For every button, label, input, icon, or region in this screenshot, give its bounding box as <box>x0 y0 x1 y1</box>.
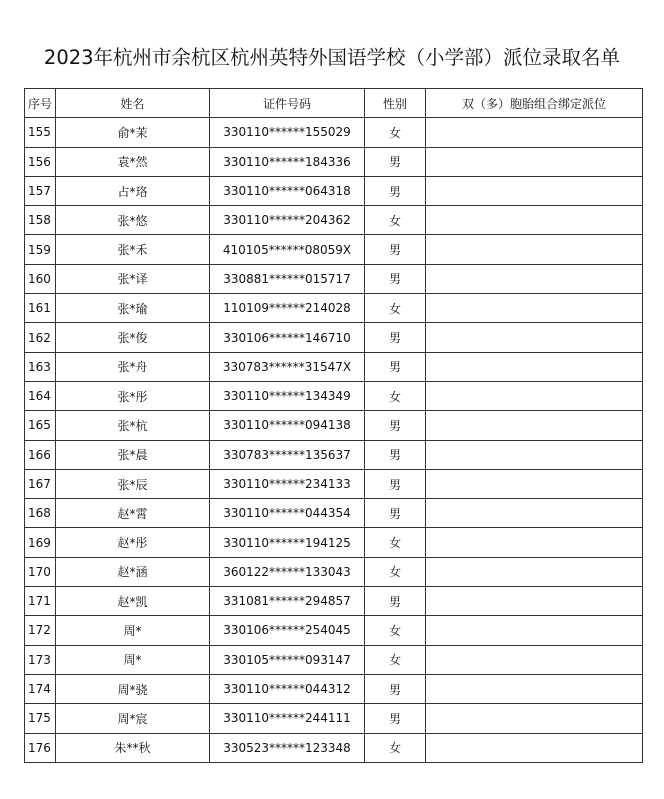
table-row <box>25 645 643 674</box>
cell-name: 张*禾 <box>56 235 210 264</box>
cell-id: 330110******064318 <box>210 176 365 205</box>
cell-id: 330110******194125 <box>210 528 365 557</box>
cell-name: 张*译 <box>56 264 210 293</box>
cell-gender: 男 <box>365 323 426 352</box>
table-row <box>25 557 643 586</box>
cell-gender: 女 <box>365 206 426 235</box>
table-row <box>25 733 643 762</box>
header-id: 证件号码 <box>210 89 365 118</box>
cell-gender: 男 <box>365 469 426 498</box>
cell-id: 330881******015717 <box>210 264 365 293</box>
cell-name: 张*晨 <box>56 440 210 469</box>
cell-name: 张*辰 <box>56 469 210 498</box>
cell-seq: 169 <box>25 528 56 557</box>
cell-twins <box>426 294 643 323</box>
cell-gender: 男 <box>365 704 426 733</box>
cell-twins <box>426 264 643 293</box>
cell-id: 330110******244111 <box>210 704 365 733</box>
cell-seq: 157 <box>25 176 56 205</box>
cell-seq: 156 <box>25 147 56 176</box>
cell-id: 330106******254045 <box>210 616 365 645</box>
cell-twins <box>426 674 643 703</box>
header-seq: 序号 <box>25 89 56 118</box>
cell-twins <box>426 323 643 352</box>
header-twins: 双（多）胞胎组合绑定派位 <box>426 89 643 118</box>
cell-id: 360122******133043 <box>210 557 365 586</box>
cell-twins <box>426 528 643 557</box>
cell-seq: 161 <box>25 294 56 323</box>
cell-name: 周* <box>56 645 210 674</box>
cell-gender: 男 <box>365 176 426 205</box>
cell-name: 周*骁 <box>56 674 210 703</box>
table-row <box>25 528 643 557</box>
cell-seq: 170 <box>25 557 56 586</box>
table-row <box>25 499 643 528</box>
table-row <box>25 294 643 323</box>
cell-seq: 155 <box>25 118 56 147</box>
cell-name: 袁*然 <box>56 147 210 176</box>
cell-seq: 159 <box>25 235 56 264</box>
cell-id: 330110******094138 <box>210 411 365 440</box>
cell-name: 张*杭 <box>56 411 210 440</box>
cell-twins <box>426 499 643 528</box>
cell-id: 330110******155029 <box>210 118 365 147</box>
cell-seq: 164 <box>25 381 56 410</box>
cell-id: 330106******146710 <box>210 323 365 352</box>
table-row <box>25 323 643 352</box>
table-row <box>25 616 643 645</box>
cell-name: 俞*茉 <box>56 118 210 147</box>
cell-gender: 男 <box>365 674 426 703</box>
cell-name: 赵*霄 <box>56 499 210 528</box>
cell-gender: 女 <box>365 616 426 645</box>
cell-twins <box>426 176 643 205</box>
cell-gender: 男 <box>365 235 426 264</box>
cell-name: 张*瑜 <box>56 294 210 323</box>
cell-twins <box>426 645 643 674</box>
admission-table <box>24 88 643 763</box>
cell-twins <box>426 616 643 645</box>
cell-id: 330110******234133 <box>210 469 365 498</box>
cell-seq: 172 <box>25 616 56 645</box>
cell-gender: 女 <box>365 733 426 762</box>
cell-twins <box>426 206 643 235</box>
cell-name: 张*彤 <box>56 381 210 410</box>
cell-seq: 167 <box>25 469 56 498</box>
table-row <box>25 381 643 410</box>
table-header-row <box>25 89 643 118</box>
cell-id: 330110******044354 <box>210 499 365 528</box>
cell-gender: 女 <box>365 294 426 323</box>
cell-twins <box>426 147 643 176</box>
cell-id: 330110******184336 <box>210 147 365 176</box>
cell-name: 赵*涵 <box>56 557 210 586</box>
cell-gender: 男 <box>365 587 426 616</box>
table-row <box>25 176 643 205</box>
cell-gender: 男 <box>365 352 426 381</box>
cell-name: 占*珞 <box>56 176 210 205</box>
cell-id: 410105******08059X <box>210 235 365 264</box>
cell-name: 周*宸 <box>56 704 210 733</box>
cell-twins <box>426 411 643 440</box>
cell-seq: 166 <box>25 440 56 469</box>
cell-twins <box>426 118 643 147</box>
table-row <box>25 147 643 176</box>
cell-seq: 168 <box>25 499 56 528</box>
cell-name: 周* <box>56 616 210 645</box>
cell-twins <box>426 704 643 733</box>
table-row <box>25 411 643 440</box>
table-row <box>25 674 643 703</box>
cell-id: 330110******044312 <box>210 674 365 703</box>
table-row <box>25 264 643 293</box>
cell-seq: 176 <box>25 733 56 762</box>
cell-seq: 162 <box>25 323 56 352</box>
cell-twins <box>426 733 643 762</box>
table-row <box>25 352 643 381</box>
cell-name: 张*舟 <box>56 352 210 381</box>
cell-gender: 男 <box>365 147 426 176</box>
table-row <box>25 206 643 235</box>
cell-twins <box>426 440 643 469</box>
cell-gender: 男 <box>365 264 426 293</box>
cell-gender: 男 <box>365 440 426 469</box>
cell-gender: 女 <box>365 381 426 410</box>
table-row <box>25 235 643 264</box>
cell-name: 张*俊 <box>56 323 210 352</box>
cell-seq: 173 <box>25 645 56 674</box>
cell-id: 330783******135637 <box>210 440 365 469</box>
cell-name: 朱**秋 <box>56 733 210 762</box>
table-row <box>25 440 643 469</box>
cell-seq: 158 <box>25 206 56 235</box>
cell-gender: 女 <box>365 528 426 557</box>
cell-id: 330105******093147 <box>210 645 365 674</box>
cell-gender: 男 <box>365 411 426 440</box>
cell-twins <box>426 557 643 586</box>
cell-name: 赵*凯 <box>56 587 210 616</box>
cell-twins <box>426 352 643 381</box>
cell-id: 110109******214028 <box>210 294 365 323</box>
cell-seq: 165 <box>25 411 56 440</box>
cell-gender: 女 <box>365 118 426 147</box>
page-title: 2023年杭州市余杭区杭州英特外国语学校（小学部）派位录取名单 <box>43 46 621 69</box>
cell-seq: 171 <box>25 587 56 616</box>
header-name: 姓名 <box>56 89 210 118</box>
table-row <box>25 704 643 733</box>
cell-id: 330783******31547X <box>210 352 365 381</box>
cell-twins <box>426 381 643 410</box>
header-gender: 性别 <box>365 89 426 118</box>
cell-seq: 174 <box>25 674 56 703</box>
cell-gender: 女 <box>365 557 426 586</box>
cell-twins <box>426 469 643 498</box>
cell-name: 张*悠 <box>56 206 210 235</box>
cell-id: 331081******294857 <box>210 587 365 616</box>
table-row <box>25 469 643 498</box>
table-row <box>25 587 643 616</box>
cell-gender: 女 <box>365 645 426 674</box>
cell-id: 330523******123348 <box>210 733 365 762</box>
cell-seq: 163 <box>25 352 56 381</box>
cell-twins <box>426 235 643 264</box>
cell-gender: 男 <box>365 499 426 528</box>
cell-seq: 160 <box>25 264 56 293</box>
cell-name: 赵*彤 <box>56 528 210 557</box>
cell-id: 330110******134349 <box>210 381 365 410</box>
cell-twins <box>426 587 643 616</box>
cell-id: 330110******204362 <box>210 206 365 235</box>
table-row <box>25 118 643 147</box>
cell-seq: 175 <box>25 704 56 733</box>
